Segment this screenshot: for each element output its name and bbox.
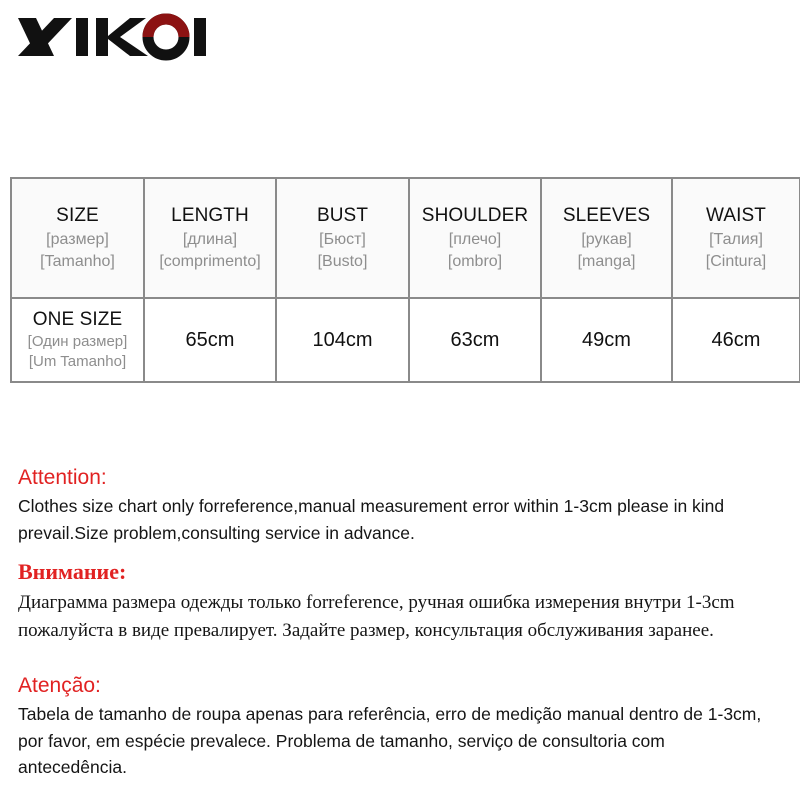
header-ru-bust: [Бюст] [319, 230, 366, 248]
size-chart-table [10, 177, 800, 383]
value-length: 65cm [185, 328, 235, 351]
notice-russian-body: Диаграмма размера одежды только forreference, ручная ошибка измерения внутри 1-3cm пожалуйста в виде превалирует. Задайте размер, консультация обслуживания заранее. [18, 591, 735, 642]
cell-size-main: ONE SIZE [32, 308, 123, 330]
header-ru-shoulder: [плечо] [448, 230, 502, 248]
header-pt-waist: [Cintura] [705, 252, 767, 270]
header-main-bust: BUST [316, 205, 369, 227]
header-cell-shoulder [409, 178, 541, 298]
notice-russian [18, 558, 770, 646]
header-main-size: SIZE [56, 205, 99, 227]
header-cell-sleeves [541, 178, 672, 298]
notice-portuguese-title: Atenção: [18, 674, 101, 697]
cell-sleeves-value [541, 298, 672, 382]
notice-russian-title: Внимание: [18, 559, 127, 584]
header-ru-size: [размер] [46, 230, 109, 248]
value-sleeves: 49cm [582, 328, 631, 351]
header-main-length: LENGTH [171, 205, 249, 227]
notice-portuguese [18, 672, 770, 781]
value-shoulder: 63cm [450, 328, 500, 351]
cell-length-value [144, 298, 276, 382]
notice-english [18, 464, 770, 546]
header-ru-waist: [Талия] [709, 230, 763, 248]
header-pt-sleeves: [manga] [577, 252, 636, 270]
notice-english-body: Clothes size chart only forreference,manual measurement error within 1-3cm please in kind prevail.Size problem,consulting service in advance. [18, 496, 725, 543]
cell-shoulder-value [409, 298, 541, 382]
cell-size-ru: [Один размер] [27, 333, 128, 351]
header-main-sleeves: SLEEVES [562, 205, 651, 227]
notice-portuguese-body: Tabela de tamanho de roupa apenas para referência, erro de medição manual dentro de 1-3cm, por favor, em espécie prevalece. Problema de tamanho, serviço de consultoria com antecedência. [18, 704, 762, 778]
header-cell-length [144, 178, 276, 298]
header-main-shoulder: SHOULDER [421, 205, 529, 227]
table-header-row [11, 178, 800, 298]
header-pt-shoulder: [ombro] [447, 252, 503, 270]
header-pt-length: [comprimento] [159, 252, 261, 270]
value-waist: 46cm [711, 328, 761, 351]
header-pt-bust: [Busto] [317, 252, 368, 270]
brand-logo [16, 12, 216, 64]
cell-size-label [11, 298, 144, 382]
cell-waist-value [672, 298, 800, 382]
value-bust: 104cm [312, 328, 373, 351]
cell-size-pt: [Um Tamanho] [28, 353, 127, 371]
header-pt-size: [Tamanho] [40, 252, 115, 270]
cell-bust-value [276, 298, 409, 382]
header-main-waist: WAIST [706, 205, 766, 227]
header-ru-length: [длина] [182, 230, 238, 248]
header-cell-size [11, 178, 144, 298]
table-row [11, 298, 800, 382]
header-cell-bust [276, 178, 409, 298]
notice-english-title: Attention: [18, 466, 107, 489]
header-ru-sleeves: [рукав] [581, 230, 632, 248]
header-cell-waist [672, 178, 800, 298]
